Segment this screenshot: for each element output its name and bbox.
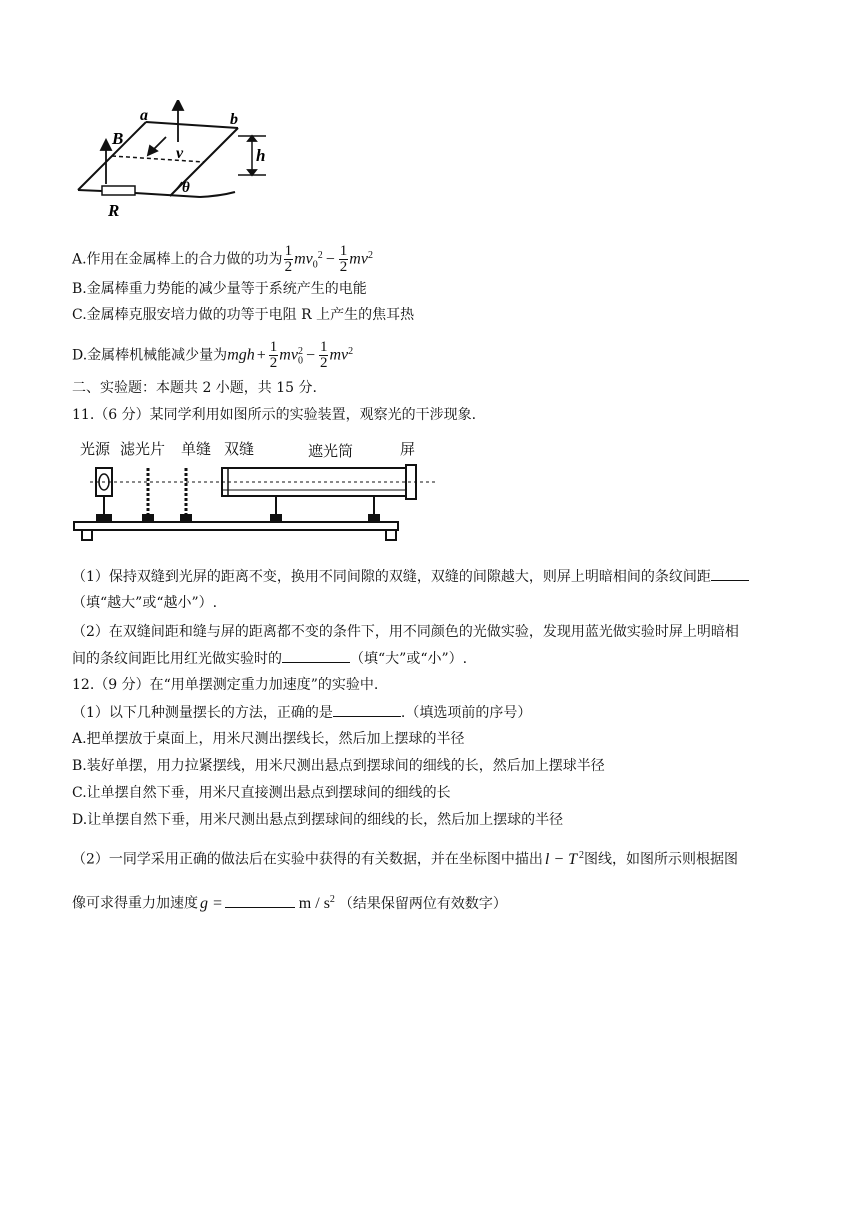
sup-2e: 2 <box>579 850 585 861</box>
q12-part2-text: （2）一同学采用正确的做法后在实验中获得的有关数据，并在坐标图中描出 <box>72 851 543 868</box>
inclined-rails-figure <box>70 100 280 225</box>
label-double-slit: 双缝 <box>224 440 255 458</box>
q12-part2-line2 <box>72 888 507 916</box>
symbol-m-4: m <box>329 346 342 364</box>
minus-sign: − <box>325 250 335 268</box>
sub-0: 0 <box>312 259 318 271</box>
label-R: R <box>108 201 120 220</box>
symbol-l-T: l − T <box>544 850 578 868</box>
sub-0b: 0 <box>297 355 303 367</box>
q11-part2-text: 间的条纹间距比用红光做实验时的 <box>72 651 282 667</box>
q12-part2-text2: 像可求得重力加速度 <box>72 895 198 912</box>
q11-part2-line2 <box>72 648 467 669</box>
sup-2: 2 <box>317 250 323 261</box>
q11-part1-line2: （填“越大”或“越小”）. <box>72 595 218 611</box>
symbol-m: m <box>294 250 306 268</box>
q12-part2-note: （结果保留两位有效数字） <box>338 895 507 912</box>
q12-part1 <box>72 702 531 723</box>
symbol-m-2: m <box>349 250 361 268</box>
q12-option-b: B.装好单摆，用力拉紧摆线，用米尺测出悬点到摆球间的细线的长，然后加上摆球半径 <box>72 758 605 774</box>
q10-option-c: C.金属棒克服安培力做的功等于电阻 R 上产生的焦耳热 <box>72 307 415 323</box>
answer-blank-q11-2[interactable] <box>282 648 350 663</box>
symbol-mgh: mgh <box>227 346 255 364</box>
sup-2d: 2 <box>348 346 354 357</box>
answer-blank-q12-1[interactable] <box>333 702 401 717</box>
resistor-icon <box>102 186 135 195</box>
q10-option-d <box>72 334 353 379</box>
q11-part1-text: （1）保持双缝到光屏的距离不变，换用不同间隙的双缝，双缝的间隙越大，则屏上明暗相间的条纹间距 <box>72 569 711 585</box>
plus-sign: + <box>256 346 266 364</box>
label-a: a <box>140 107 148 124</box>
unit-sup-2: 2 <box>329 894 335 905</box>
symbol-m-3: m <box>279 346 291 364</box>
label-theta: θ <box>182 180 190 196</box>
symbol-v0: v <box>305 250 313 268</box>
q11-part1-line1 <box>72 566 749 587</box>
fraction-half-3: $\frac{1}{2}$ <box>269 339 278 372</box>
fraction-half-4: $\frac{1}{2}$ <box>319 339 328 372</box>
label-screen: 屏 <box>400 440 416 458</box>
label-h: h <box>256 146 266 165</box>
double-slit-apparatus-figure <box>70 432 450 554</box>
minus-sign-2: − <box>305 346 315 364</box>
option-a-text: A.作用在金属棒上的合力做的功为 <box>72 251 283 268</box>
q10-option-a <box>72 238 373 283</box>
q11-title: 11.（6 分）某同学利用如图所示的实验装置，观察光的干涉现象. <box>72 407 477 423</box>
q12-option-c: C.让单摆自然下垂，用米尺直接测出悬点到摆球间的细线的长 <box>72 785 451 801</box>
fraction-half: $\frac{1}{2}$ <box>284 243 293 276</box>
label-filter: 滤光片 <box>120 440 166 458</box>
q11-part2-line1: （2）在双缝间距和缝与屏的距离都不变的条件下，用不同颜色的光做实验，发现用蓝光做实验时屏上明暗相 <box>72 624 739 640</box>
q10-option-b: B.金属棒重力势能的减少量等于系统产生的电能 <box>72 281 367 297</box>
q12-part1-tail: .（填选项前的序号） <box>400 705 532 721</box>
symbol-v0-2: v <box>290 346 298 364</box>
q12-option-d: D.让单摆自然下垂，用米尺测出悬点到摆球间的细线的长，然后加上摆球的半径 <box>72 812 564 828</box>
q12-part2-tail: 图线，如图所示则根据图 <box>584 851 739 868</box>
sup-2c: 2 <box>297 346 303 357</box>
symbol-g: g = <box>200 894 223 912</box>
q12-part1-text: （1）以下几种测量摆长的方法，正确的是 <box>72 705 333 721</box>
answer-blank-q12-2[interactable] <box>225 893 295 908</box>
label-single-slit: 单缝 <box>181 440 212 458</box>
symbol-v: v <box>360 250 368 268</box>
section-2-heading: 二、实验题：本题共 2 小题，共 15 分. <box>72 380 317 396</box>
fraction-half-2: $\frac{1}{2}$ <box>339 243 348 276</box>
q11-part2-tail: （填“大”或“小”）. <box>350 651 468 667</box>
label-B: B <box>112 129 124 148</box>
symbol-v-2: v <box>341 346 349 364</box>
label-tube: 遮光筒 <box>308 442 354 460</box>
q12-title: 12.（9 分）在“用单摆测定重力加速度”的实验中. <box>72 677 379 693</box>
q12-part2-line1 <box>72 844 738 872</box>
option-d-text: D.金属棒机械能减少量为 <box>72 347 228 364</box>
q12-option-a: A.把单摆放于桌面上，用米尺测出摆线长，然后加上摆球的半径 <box>72 731 465 747</box>
answer-blank-q11-1[interactable] <box>711 566 749 581</box>
label-b: b <box>230 111 238 128</box>
label-v: v <box>176 145 184 162</box>
unit-m-s: m / s <box>298 894 330 912</box>
label-light-source: 光源 <box>80 440 111 458</box>
sup-2b: 2 <box>367 250 373 261</box>
